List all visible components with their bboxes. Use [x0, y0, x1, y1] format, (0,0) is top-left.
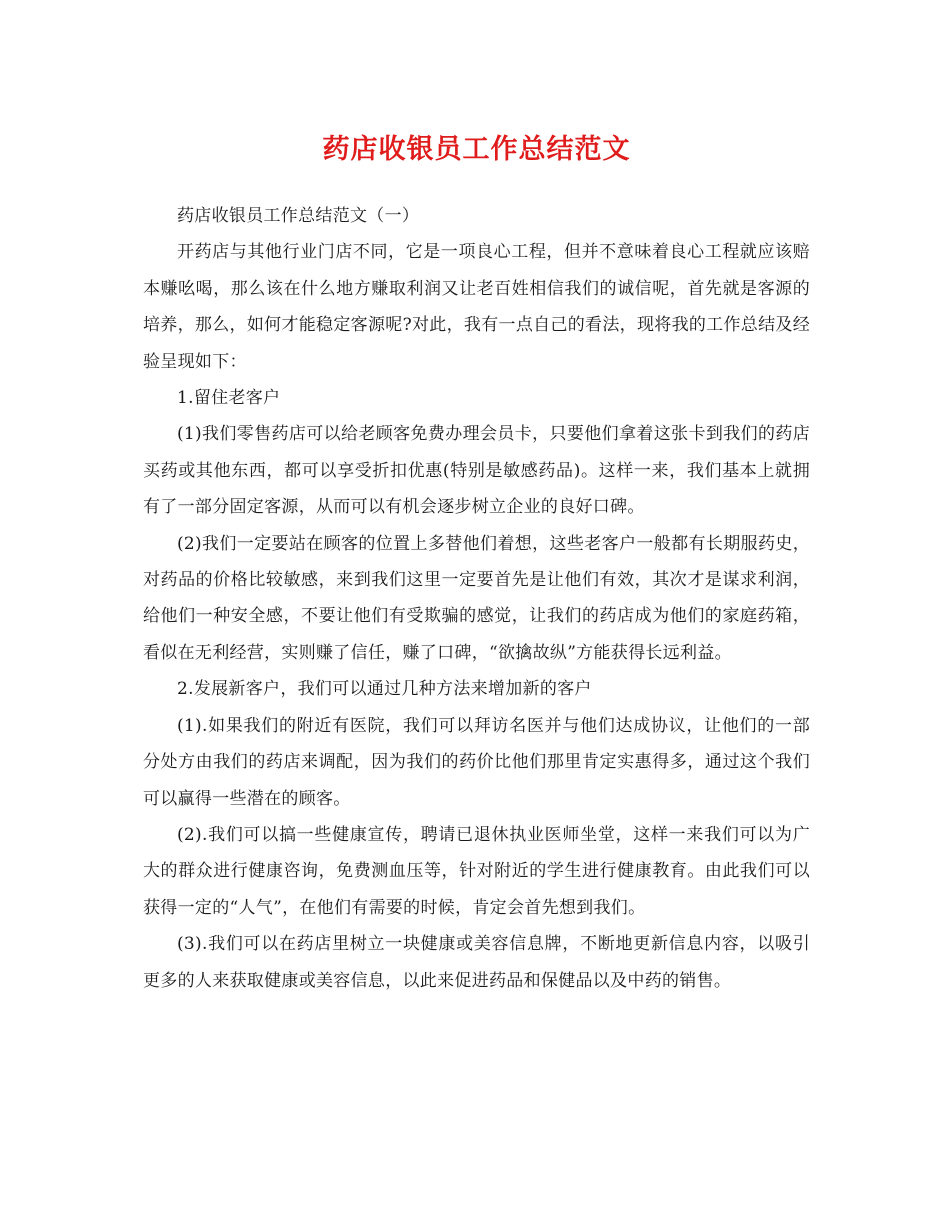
heading-develop-new-customers: 2.发展新客户，我们可以通过几种方法来增加新的客户	[177, 679, 592, 700]
paragraph-health-promotion: (2).我们可以搞一些健康宣传，聘请已退休执业医师坐堂，这样一来我们可以为广大的群众进行健康咨询，免费测血压等，针对附近的学生进行健康教育。由此我们可以获得一定的“人气”，在他们有需要的时候，肯定会首先想到我们。	[143, 824, 810, 918]
heading-retain-old-customers: 1.留住老客户	[177, 388, 281, 409]
intro-paragraph: 开药店与其他行业门店不同，它是一项良心工程，但并不意味着良心工程就应该赔本赚吆喝，那么该在什么地方赚取利润又让老百姓相信我们的诚信呢，首先就是客源的培养，那么，如何才能稳定客源呢?对此，我有一点自己的看法，现将我的工作总结及经验呈现如下：	[143, 242, 810, 372]
paragraph-info-board: (3).我们可以在药店里树立一块健康或美容信息牌，不断地更新信息内容，以吸引更多的人来获取健康或美容信息，以此来促进药品和保健品以及中药的销售。	[143, 934, 810, 991]
document-title: 药店收银员工作总结范文	[322, 134, 631, 165]
section-heading-one: 药店收银员工作总结范文（一）	[177, 206, 420, 226]
paragraph-membership-card: (1)我们零售药店可以给老顾客免费办理会员卡，只要他们拿着这张卡到我们的药店买药或其他东西，都可以享受折扣优惠(特别是敏感药品)。这样一来，我们基本上就拥有了一部分固定客源，从而可以有机会逐步树立企业的良好口碑。	[143, 424, 810, 518]
paragraph-customer-care: (2)我们一定要站在顾客的位置上多替他们着想，这些老客户一般都有长期服药史，对药品的价格比较敏感，来到我们这里一定要首先是让他们有效，其次才是谋求利润，给他们一种安全感，不要让他们有受欺骗的感觉，让我们的药店成为他们的家庭药箱，看似在无利经营，实则赚了信任，赚了口碑，“欲擒故纵”方能获得长远利益。	[143, 533, 810, 663]
paragraph-hospital-prescriptions: (1).如果我们的附近有医院，我们可以拜访名医并与他们达成协议，让他们的一部分处方由我们的药店来调配，因为我们的药价比他们那里肯定实惠得多，通过这个我们可以赢得一些潜在的顾客。	[143, 715, 810, 809]
